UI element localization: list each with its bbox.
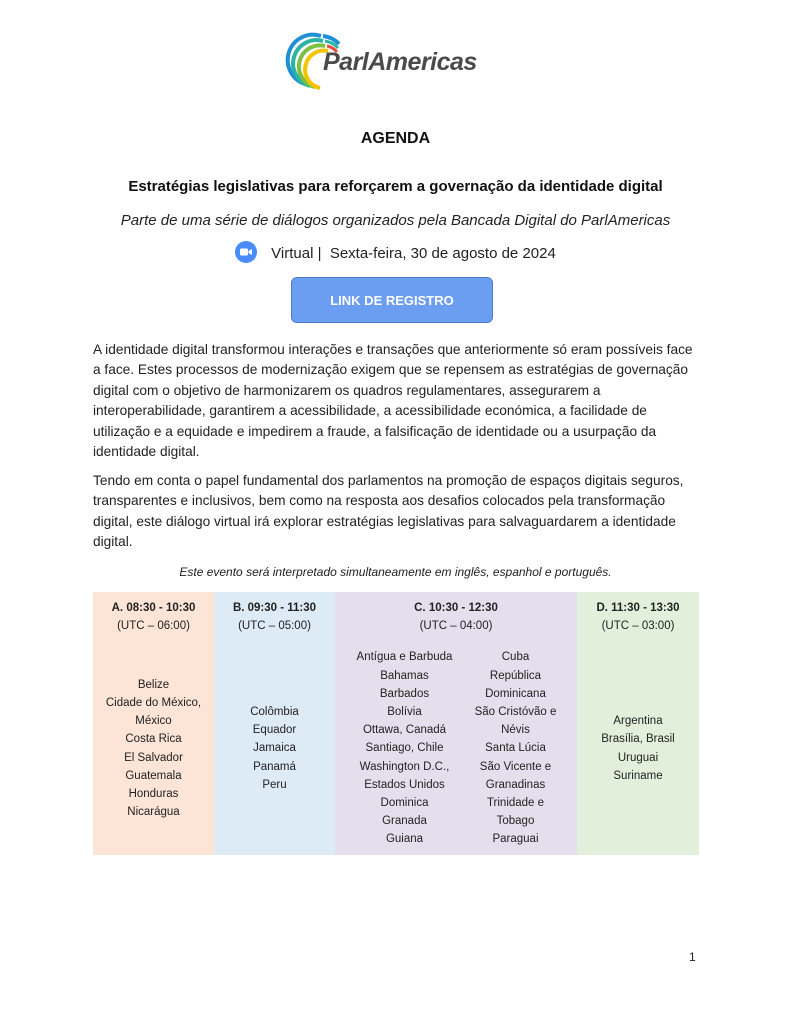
country-item: Suriname xyxy=(613,769,663,782)
video-camera-icon xyxy=(235,241,257,263)
country-item: Ottawa, Canadá xyxy=(362,724,447,737)
country-item: Peru xyxy=(262,778,287,791)
zone-a-time: A. 08:30 - 10:30 xyxy=(111,602,196,614)
country-item: Dominicana xyxy=(485,687,546,700)
zone-d-header xyxy=(577,592,699,642)
country-item: México xyxy=(135,715,172,728)
country-item: Antígua e Barbuda xyxy=(356,651,453,664)
country-item: Jamaica xyxy=(253,742,296,755)
event-subtitle: Estratégias legislativas para reforçarem a governação da identidade digital xyxy=(128,178,663,195)
country-item: Honduras xyxy=(128,787,179,800)
country-item: São Vicente e xyxy=(479,760,552,773)
country-item: Equador xyxy=(252,724,297,737)
event-date-text: Virtual | Sexta-feira, 30 de agosto de 2024 xyxy=(271,244,556,262)
country-item: Guatemala xyxy=(125,769,182,782)
intro-paragraph: A identidade digital transformou interações e transações que anteriormente só eram possíveis face a face. Estes processos de modernização exigem que se repensem as estratégias de governação digital com o objetivo de harmonizarem os quadros regulamentares, assegurarem a interoperabilidade, garantirem a acessibilidade, a acessibilidade económica, a facilidade de utilização e a equidade e impedirem a fraude, a falsificação de identidade ou a usurpação da identidade digital. xyxy=(93,342,693,460)
country-item: Bolívia xyxy=(387,705,422,718)
country-item: Colômbia xyxy=(250,705,299,718)
interpretation-note: Este evento será interpretado simultaneamente em inglês, espanhol e português. xyxy=(179,565,612,579)
country-item: Cuba xyxy=(501,651,530,664)
country-item: Tobago xyxy=(496,815,535,828)
zone-a-utc: (UTC – 06:00) xyxy=(117,620,190,632)
time-zone-table xyxy=(93,592,699,855)
page-number: 1 xyxy=(689,950,696,964)
country-item: Washington D.C., xyxy=(359,760,450,773)
country-item: Bahamas xyxy=(380,669,429,682)
country-item: Cidade do México, xyxy=(105,696,202,709)
country-item: Granada xyxy=(382,815,427,828)
logo xyxy=(283,26,493,96)
country-item: Névis xyxy=(501,724,530,737)
table-header-row xyxy=(93,592,699,642)
page-title: AGENDA xyxy=(360,130,431,147)
country-item: Paraguai xyxy=(492,833,539,846)
country-item: Belize xyxy=(137,678,170,691)
series-description: Parte de uma série de diálogos organizados pela Bancada Digital do ParlAmericas xyxy=(120,212,671,229)
country-item: Guiana xyxy=(385,833,424,846)
zone-c-time: C. 10:30 - 12:30 xyxy=(414,602,498,614)
zone-c-left-column xyxy=(349,648,460,848)
zone-c-countries xyxy=(335,642,577,855)
country-item: Barbados xyxy=(379,687,430,700)
event-date-line xyxy=(0,243,791,265)
zone-a-countries xyxy=(93,642,214,855)
table-body-row xyxy=(93,642,699,855)
country-item: Brasília, Brasil xyxy=(601,733,675,746)
country-item: Granadinas xyxy=(485,778,546,791)
zone-b-utc: (UTC – 05:00) xyxy=(238,620,311,632)
zone-b-header xyxy=(214,592,335,642)
zone-a-header xyxy=(93,592,214,642)
zone-c-right-column xyxy=(460,648,571,848)
context-paragraph: Tendo em conta o papel fundamental dos parlamentos na promoção de espaços digitais seguros, transparentes e inclusivos, bem como na resposta aos desafios colocados pela transformação digital, este diálogo virtual irá explorar estratégias legislativas para salvaguardarem a identidade digital. xyxy=(93,473,684,550)
country-item: Estados Unidos xyxy=(364,778,445,791)
zone-c-header xyxy=(335,592,577,642)
register-link-button[interactable]: LINK DE REGISTRO xyxy=(291,277,493,323)
country-item: Santa Lúcia xyxy=(485,742,546,755)
zone-d-utc: (UTC – 03:00) xyxy=(601,620,675,632)
zone-b-countries xyxy=(214,642,335,855)
country-item: Costa Rica xyxy=(125,733,182,746)
country-item: Santiago, Chile xyxy=(365,742,444,755)
country-item: Trinidade e xyxy=(486,797,545,809)
country-item: El Salvador xyxy=(124,751,183,764)
logo-text: ParlAmericas xyxy=(323,48,477,76)
zone-c-utc: (UTC – 04:00) xyxy=(419,620,493,632)
country-item: Dominica xyxy=(380,797,429,809)
zone-d-countries xyxy=(577,642,699,855)
country-item: Uruguai xyxy=(617,751,659,764)
country-item: Nicarágua xyxy=(127,806,180,819)
country-item: São Cristóvão e xyxy=(474,705,557,718)
zone-d-time: D. 11:30 - 13:30 xyxy=(596,602,680,614)
zone-b-time: B. 09:30 - 11:30 xyxy=(232,602,317,614)
country-item: Argentina xyxy=(613,715,663,728)
country-item: República xyxy=(489,669,542,682)
country-item: Panamá xyxy=(253,760,296,773)
